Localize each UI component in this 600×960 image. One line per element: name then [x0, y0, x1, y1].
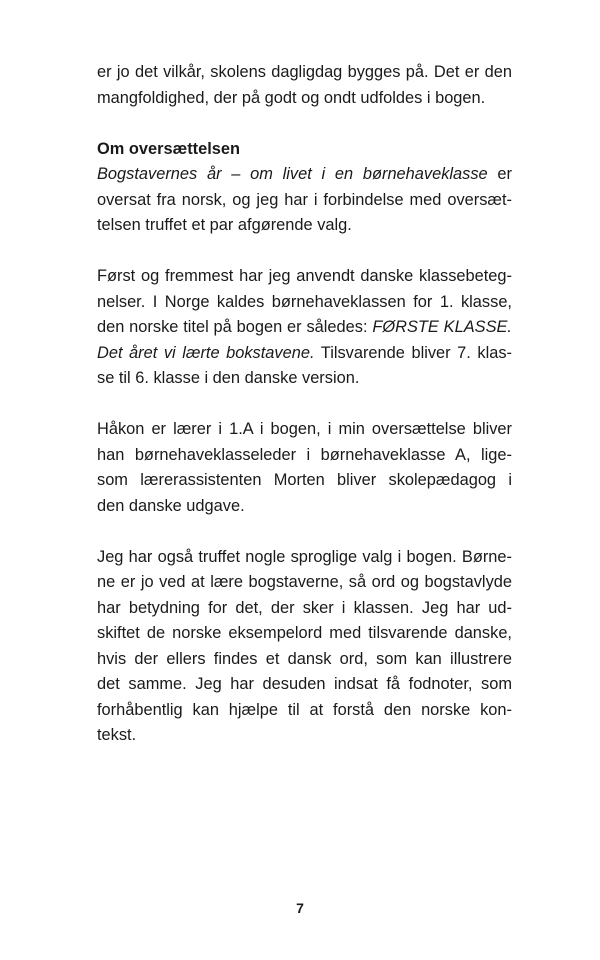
- text-line: tekst.: [97, 726, 137, 744]
- text-line: forhåbentlig kan hjælpe til at forstå den norske kon-: [97, 700, 512, 719]
- text-line: hvis der ellers findes et dansk ord, som kan illustrere: [97, 649, 512, 668]
- text-line: har betydning for det, der sker i klassen. Jeg har ud-: [97, 598, 512, 617]
- text-line: [97, 341, 512, 367]
- text-span: er: [487, 165, 512, 183]
- translation-paragraph-4: [97, 545, 512, 749]
- text-line: [97, 162, 512, 188]
- text-line: Håkon er lærer i 1.A i bogen, i min oversættelse bliver: [97, 420, 512, 438]
- text-line: mangfoldighed, der på godt og ondt udfoldes i bogen.: [97, 88, 486, 107]
- text-span: den norske titel på bogen er således:: [97, 318, 373, 336]
- section-heading: Om oversættelsen: [97, 139, 241, 158]
- text-line: nelser. I Norge kaldes børnehaveklassen for 1. klasse,: [97, 292, 512, 311]
- translation-paragraph-2: [97, 264, 512, 392]
- intro-paragraph: [97, 60, 512, 111]
- text-line: den danske udgave.: [97, 496, 245, 515]
- text-line: Jeg har også truffet nogle sproglige valg i bogen. Børne-: [97, 547, 512, 566]
- text-line: oversat fra norsk, og jeg har i forbindelse med oversæt-: [97, 190, 512, 209]
- document-page: [97, 60, 512, 749]
- paragraph-gap: [97, 111, 512, 137]
- original-title-continued: Det året vi lærte bokstavene.: [97, 343, 315, 362]
- translation-paragraph-3: [97, 417, 512, 519]
- paragraph-gap: [97, 519, 512, 545]
- translation-paragraph-1: [97, 162, 512, 239]
- text-line: [97, 315, 512, 341]
- page-number: 7: [296, 900, 304, 916]
- paragraph-gap: [97, 239, 512, 265]
- text-line: Først og fremmest har jeg anvendt danske klassebeteg-: [97, 267, 512, 285]
- text-line: han børnehaveklasseleder i børnehaveklasse A, lige-: [97, 445, 512, 464]
- text-line: er jo det vilkår, skolens dagligdag bygges på. Det er den: [97, 63, 512, 81]
- text-line: skiftet de norske eksempelord med tilsvarende danske,: [97, 624, 512, 642]
- text-line: se til 6. klasse i den danske version.: [97, 369, 360, 387]
- paragraph-gap: [97, 392, 512, 418]
- original-title: FØRSTE KLASSE.: [372, 318, 512, 336]
- text-line: som lærerassistenten Morten bliver skolepædagog i: [97, 471, 512, 489]
- text-line: telsen truffet et par afgørende valg.: [97, 216, 352, 234]
- book-title: Bogstavernes år – om livet i en børnehaveklasse: [97, 165, 488, 183]
- text-line: det samme. Jeg har desuden indsat få fodnoter, som: [97, 675, 512, 693]
- text-span: Tilsvarende bliver 7. klas-: [314, 343, 512, 362]
- text-line: ne er jo ved at lære bogstaverne, så ord og bogstavlyde: [97, 573, 512, 591]
